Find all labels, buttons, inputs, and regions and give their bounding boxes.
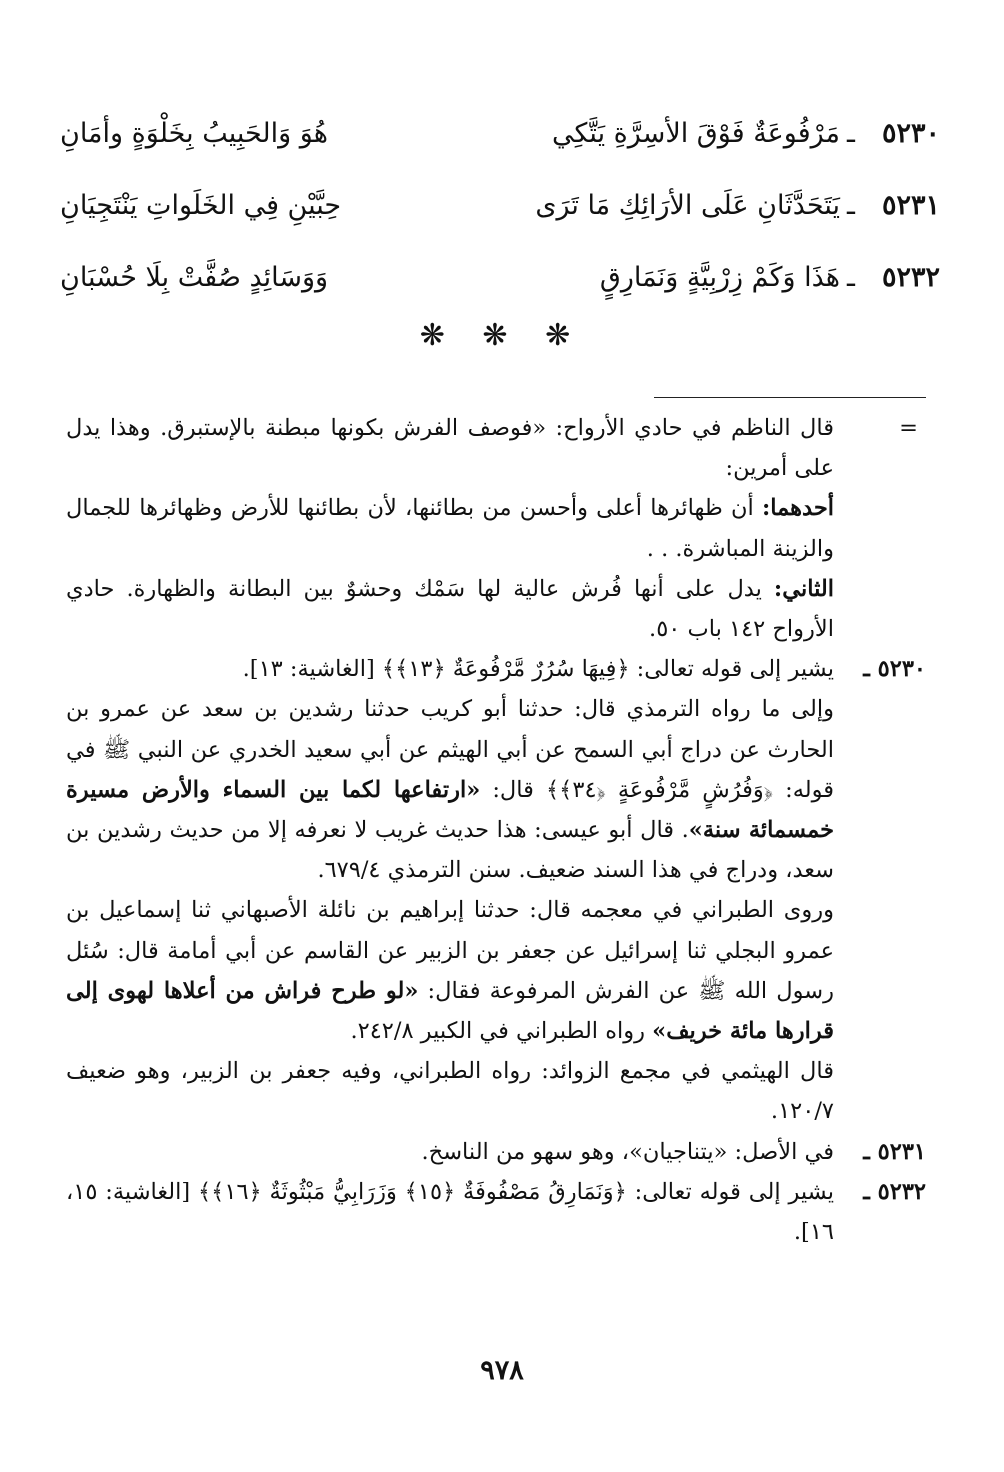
footnote-paragraph (66, 890, 926, 1051)
footnote-number: ٥٢٣١ ـ (863, 1138, 926, 1165)
footnote-text: يشير إلى قوله تعالى: ﴿وَنَمَارِقُ مَصْفُوفَةٌ ﴿١٥﴾ وَزَرَابِيُّ مَبْثُوثَةٌ ﴿١٦﴾﴾ [الغاشية: ١٥، ١٦]. (66, 1178, 834, 1246)
verse-first-hemistich: هَذَا وَكَمْ زِرْبِيَّةٍ وَنَمَارِقٍ (599, 262, 840, 293)
verse-second-hemistich: حِبَّيْنِ فِي الخَلَواتِ يَنْتَجِيَانِ (60, 190, 342, 221)
verse-second-hemistich: وَوَسَائِدٍ صُفَّتْ بِلَا حُسْبَانِ (60, 262, 329, 293)
verse-dash: ـ (847, 118, 855, 149)
footnote-paragraph (66, 1051, 926, 1131)
hadith-quote: «لو طرح فراش من أعلاها لهوى إلى قرارها مائة خريف» (66, 977, 834, 1045)
footnote-heading: الثاني: (773, 575, 834, 602)
footnote-text: يشير إلى قوله تعالى: ﴿فِيهَا سُرُرٌ مَّرْفُوعَةٌ ﴿١٣﴾﴾ [الغاشية: ١٣]. (242, 656, 834, 683)
verse-number: ٥٢٣١ (881, 190, 940, 221)
footnote-text: قال الهيثمي في مجمع الزوائد: رواه الطبراني، وفيه جعفر بن الزبير، وهو ضعيف ١٢٠/٧. (66, 1058, 834, 1125)
footnote-text: وإلى ما رواه الترمذي قال: حدثنا أبو كريب حدثنا رشدين بن سعد عن عمرو بن الحارث عن دراج أبي السمح عن أبي الهيثم عن أبي سعيد الخدري عن النبي ﷺ في قوله: ﴿وَفُرُشٍ مَّرْفُوعَةٍ ﴿٣٤﴾﴾ قال: (66, 696, 835, 803)
verse-dash: ـ (847, 190, 855, 221)
verse-number: ٥٢٣٢ (881, 262, 940, 293)
verse-number: ٥٢٣٠ (881, 118, 940, 149)
footnote-paragraph (66, 488, 926, 568)
footnote-text: وروى الطبراني في معجمه قال: حدثنا إبراهيم بن نائلة الأصبهاني ثنا إسماعيل بن عمرو البجلي ثنا إسرائيل عن جعفر بن الزبير عن القاسم عن أبي أمامة قال: سُئل رسول الله ﷺ عن الفرش المرفوعة فقال: (66, 897, 834, 1004)
footnote-continued (66, 408, 926, 488)
footnote-number: ٥٢٣٠ ـ (863, 656, 926, 683)
footnote-heading: أحدهما: (761, 495, 834, 522)
poem-verses (60, 118, 940, 334)
footnote-paragraph (66, 689, 926, 890)
footnote-text: أن ظهائرها أعلى وأحسن من بطائنها، لأن بطائنها للأرض وظهائرها للجمال والزينة المباشرة. . . (66, 495, 834, 562)
footnote-number: ٥٢٣٢ ـ (863, 1178, 926, 1205)
verse-second-hemistich: هُوَ وَالحَبِيبُ بِخَلْوَةٍ وأمَانِ (60, 118, 328, 149)
footnote-text: . قال أبو عيسى: هذا حديث غريب لا نعرفه إلا من حديث رشدين بن سعد، ودراج في هذا السند ضعيف. سنن الترمذي ٦٧٩/٤. (66, 817, 834, 884)
section-separator: ❋ ❋ ❋ (419, 318, 585, 353)
footnote-5230 (66, 649, 926, 689)
page-number: ٩٧٨ (480, 1355, 524, 1386)
footnote-5232 (66, 1172, 926, 1252)
footnote-5231 (66, 1132, 926, 1172)
verse-5231 (60, 190, 940, 262)
footnote-text: يدل على أنها فُرش عالية لها سَمْك وحشوٌ بين البطانة والظهارة. حادي الأرواح ١٤٢ باب ٥٠. (66, 575, 834, 643)
verse-5230 (60, 118, 940, 190)
verse-first-hemistich: مَرْفُوعَةٌ فَوْقَ الأسِرَّةِ يَتَّكِي (552, 118, 840, 149)
continuation-marker: = (899, 415, 918, 441)
verse-dash: ـ (847, 262, 855, 293)
hadith-quote: «ارتفاعها لكما بين السماء والأرض مسيرة خمسمائة سنة» (66, 776, 835, 844)
footnote-text: في الأصل: «يتناجيان»، وهو سهو من الناسخ. (421, 1138, 834, 1165)
footnote-text: رواه الطبراني في الكبير ٢٤٢/٨. (350, 1018, 653, 1045)
footnote-divider (654, 397, 926, 398)
footnote-text: قال الناظم في حادي الأرواح: «فوصف الفرش بكونها مبطنة بالإستبرق. وهذا يدل على أمرين: (66, 415, 834, 482)
verse-first-hemistich: يَتَحَدَّثَانِ عَلَى الأرَائِكِ مَا تَرَى (535, 190, 840, 221)
footnote-paragraph (66, 569, 926, 649)
footnotes (66, 408, 926, 1252)
